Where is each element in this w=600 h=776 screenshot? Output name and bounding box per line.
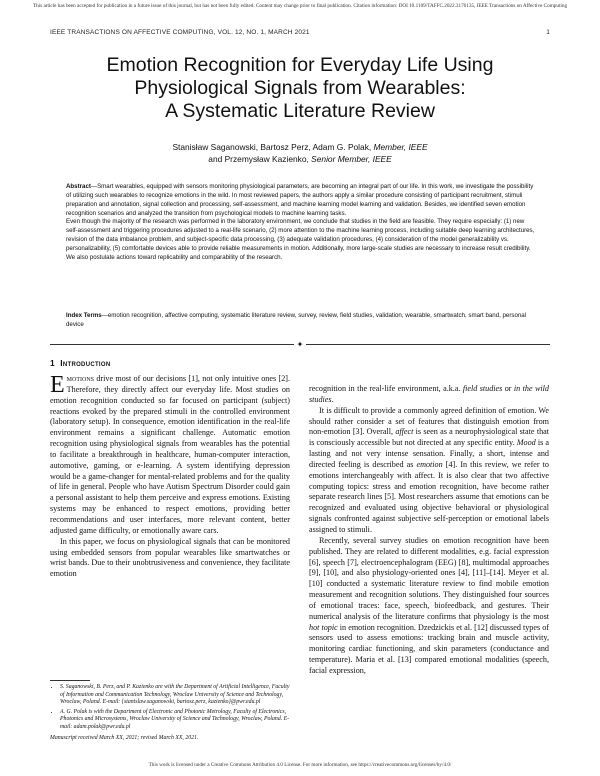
right-paragraph-3 [309, 536, 549, 677]
text-run: is seen as a neurophysiological state that is consciously accessible but not directed at any specific entity. [309, 427, 550, 448]
journal-header: IEEE TRANSACTIONS ON AFFECTIVE COMPUTING, VOL. 12, NO. 1, MARCH 2021 [50, 29, 310, 36]
italic-term: field studies [462, 384, 503, 393]
right-paragraph-2 [309, 406, 549, 536]
manuscript-received: Manuscript received March XX, 2021; revised March XX, 2021. [50, 734, 199, 741]
author-list [50, 142, 550, 165]
left-column [50, 374, 290, 580]
text-run: . [331, 394, 334, 404]
italic-term: in the wild studies [309, 384, 549, 404]
license-notice: This work is licensed under a Creative Commons Attribution 4.0 License. For more information, see https://creativecommons.org/licenses/by/4.0/ [148, 762, 452, 768]
drop-cap: E [50, 372, 65, 398]
italic-term: emotion [416, 459, 443, 469]
italic-term: hot topic [309, 622, 338, 632]
index-terms-label: Index Terms [66, 312, 102, 319]
index-terms [66, 312, 536, 330]
divider-diamond-icon: ✦ [294, 340, 306, 349]
text-run: is a lasting and not very intense sensation. Finally, a short, intense and directed feeling is described as [309, 438, 549, 469]
text-run: recognition in the real-life environment, a.k.a. [309, 384, 463, 393]
section-number: 1 [50, 358, 55, 368]
title-line-2: Physiological Signals from Wearables: [134, 77, 466, 99]
title-line-3: A Systematic Literature Review [165, 100, 435, 122]
page-number: 1 [546, 29, 550, 36]
text-run: [4]. In this review, we refer to emotions interchangeably with affect. It is also clear that two affective computing topics: stress and emotion recognition, have become rather separate research lines [5]. Most researchers assume that emotions can be recognized and evaluated using objective behavioral or physiological signals confronted against subjective self-perception or emotional labels assigned to stimuli. [309, 459, 549, 534]
text-run: It is difficult to provide a commonly agreed definition of emotion. We should rather consider a set of features that distinguish emotion from non-emotion [3]. Overall, [309, 405, 549, 437]
author-role-2: Senior Member, IEEE [311, 153, 392, 164]
running-header [50, 29, 550, 36]
text-run: in emotion recognition. Dzedzickis et al. [12] discussed types of sensors used to assess emotions: tracking brain and muscle activity, monitoring cardiac functioning, and skin parameters (conductance and temperature). Maria et al. [13] compared emotional modalities (speech, facial expression, [309, 622, 549, 675]
footnote-affiliation-2: • A. G. Polak is with the Department of Electronic and Photonic Metrology, Faculty of Electronics, Photonics and Microsystems, Wroclaw University of Science and Technology, Wroclaw, Poland. E-mail: adam.polak@pwr.edu.pl [60, 709, 290, 732]
intro-paragraph-1-text: drive most of our decisions [1], not only intuitive ones [2]. Therefore, they directly affect our everyday life. Most studies on emotion recognition conducted so far focused on participant (subject) reactions evoked by the prepared stimuli in the controlled environment (laboratory setup). In consequence, emotion identification in the real-life environment remains a significant challenge. Automatic emotion recognition using physiological signals from wearables has the potential to facilitate a breakthrough in healthcare, human-computer interaction, automotive, gaming, or e-learning. A system identifying depression would be a game-changer for mental-related problems and for the quality of life in general. People who have Autism Spectrum Disorder could gain a personal assistant to help them perceive and express emotions. Existing systems may be enhanced to respect emotions, providing better recommendations and user interfaces, more relevant content, better adjusted game difficulty, or emotionally aware cars. [50, 374, 290, 535]
right-paragraph-1 [309, 384, 549, 406]
author-role-1: Member, IEEE [373, 142, 428, 152]
right-column [309, 384, 549, 677]
section-heading [50, 358, 111, 368]
intro-lead-word: motions [66, 374, 95, 383]
footnote-affiliation-1: • S. Saganowski, B. Perz, and P. Kazienko are with the Department of Artificial Intelligence, Faculty of Information and Communication Technology, Wroclaw University of Science and Technology, Wroclaw, Poland. E-mail: {stanislaw.saganowski, bartosz.perz, kazienko}@pwr.edu.pl [60, 684, 290, 707]
abstract [66, 183, 536, 263]
section-title: Introduction [60, 358, 111, 368]
authors-line-1: Stanisław Saganowski, Bartosz Perz, Adam G. Polak, [172, 142, 372, 152]
abstract-label: Abstract [66, 183, 91, 190]
italic-term: affect [395, 427, 414, 437]
footnotes [50, 684, 290, 742]
publication-notice: This article has been accepted for publication in a future issue of this journal, but has not been fully edited. Content may change prior to final publication. Citation information: DOI 10.1109/TAFFC.2022.3176135, IEEE Transactions on Affective Computing [32, 3, 568, 9]
footnote-rule [50, 680, 90, 681]
text-run: or [502, 384, 514, 393]
abstract-paragraph-2: Even though the majority of the research was performed in the laboratory environment, we conclude that studies in the field are feasible. They require especially: (1) new self-assessment and triggering procedures adjusted to a real-life scenario, (2) more attention to the machine learning process, including suitable deep learning architectures, revision of the data imbalance problem, and subject-specific data processing, (3) adequate validation procedures, (4) consideration of the model generalizability vs. personalizability, (5) comfortable devices able to provide reliable measurements in motion. Additionally, more large-scale studies are necessary to increase result credibility. We also postulate actions toward replicability and comparability of the research. [66, 218, 535, 261]
intro-paragraph-1 [50, 374, 290, 537]
paper-title [30, 54, 570, 123]
italic-term: Mood [516, 438, 536, 448]
index-terms-text: —emotion recognition, affective computing, systematic literature review, survey, review, field studies, validation, wearable, smartwatch, smart band, personal device [66, 312, 527, 328]
text-run: Recently, several survey studies on emotion recognition have been published. They are related to different modalities, e.g. facial expression [6], speech [7], electroencephalogram (EEG) [8], multimodal approaches [9], [10], and also physiology-oriented ones [4], [11]–[14]. Meyer et al. [10] conducted a systematic literature review to find mobile emotion measurement and recognition solutions. They distinguished four sources of emotional traces: face, speech, biofeedback, and gestures. Their numerical analysis of the literature confirms that physiology is the most [309, 535, 549, 621]
abstract-paragraph-1: —Smart wearables, equipped with sensors monitoring physiological parameters, are becoming an integral part of our life. In this work, we investigate the possibility of utilizing such wearables to recognize emotions in the wild. In most reviewed papers, the authors apply a similar procedure consisting of participant recruitment, stimuli preparation and annotation, signal collection and processing, self-assessment, and machine learning model learning and validation. Besides, we identified seven emotion recognition scenarios and analyzed the transition from psychological models to machine learning tasks. [66, 183, 534, 217]
intro-paragraph-2: In this paper, we focus on physiological signals that can be monitored using embedded sensors from popular wearables like smartwatches or wrist bands. Due to their unobtrusiveness and convenience, they facilitate emotion [50, 536, 290, 579]
title-line-1: Emotion Recognition for Everyday Life Using [106, 54, 494, 76]
authors-line-2: and Przemysław Kazienko, [208, 153, 309, 164]
